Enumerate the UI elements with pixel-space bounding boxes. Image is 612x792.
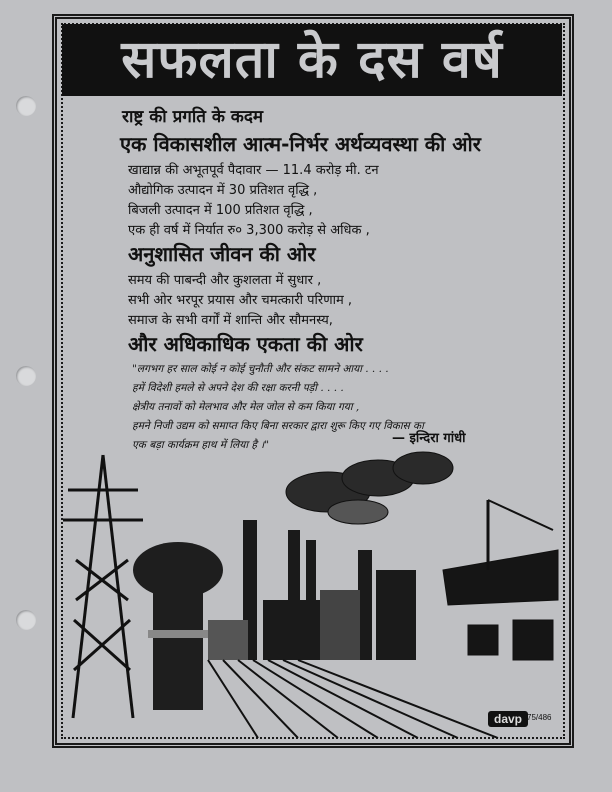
ploughed-field (208, 660, 498, 738)
section2-line: समय की पाबन्दी और कुशलता में सुधार , (128, 273, 322, 288)
transmission-tower (63, 455, 143, 718)
quote-attribution: — इन्दिरा गांधी (392, 431, 466, 446)
davp-logo: davp (488, 711, 528, 727)
section2-line: सभी ओर भरपूर प्रयास और चमत्कारी परिणाम , (128, 293, 353, 308)
punch-hole-bottom (16, 610, 36, 630)
section1-line: खाद्यान्न की अभूतपूर्व पैदावार — 11.4 करोड़ मी. टन (128, 163, 379, 178)
industrial-illustration (58, 420, 566, 738)
subtitle: राष्ट्र की प्रगति के कदम (122, 107, 264, 127)
section2-heading: अनुशासित जीवन की ओर (128, 242, 316, 266)
smoke-cloud (286, 452, 453, 524)
poster-title: सफलता के दस वर्ष (62, 24, 562, 96)
ship-and-cranes (443, 500, 558, 660)
section1-line: औद्योगिक उत्पादन में 30 प्रतिशत वृद्धि , (128, 183, 318, 198)
section3-heading: और अधिकाधिक एकता की ओर (128, 332, 363, 356)
quote-line: एक बड़ा कार्यक्रम हाथ में लिया है ।" (132, 439, 270, 451)
section1-line: बिजली उत्पादन में 100 प्रतिशत वृद्धि , (128, 203, 313, 218)
section1-heading: एक विकासशील आत्म-निर्भर अर्थव्यवस्था की ओर (120, 132, 481, 156)
section1-line: एक ही वर्ष में निर्यात रु० 3,300 करोड़ से अधिक , (128, 223, 370, 238)
quote-line: हमने निजी उद्यम को समाप्त किए बिना सरकार द्वारा शुरू किए गए विकास का (132, 420, 424, 432)
section2-line: समाज के सभी वर्गों में शान्ति और सौमनस्य, (128, 313, 333, 328)
quote-line: "लगभग हर साल कोई न कोई चुनौती और संकट सामने आया . . . . (132, 363, 389, 375)
quote-line: हमें विदेशी हमले से अपने देश की रक्षा करनी पड़ी . . . . (132, 382, 344, 394)
publication-code: 75/486 (527, 713, 552, 722)
quote-line: क्षेत्रीय तनावों को मेलभाव और मेल जोल से कम किया गया , (132, 401, 360, 413)
punch-hole-top (16, 96, 36, 116)
factory-complex (208, 520, 416, 660)
punch-hole-middle (16, 366, 36, 386)
